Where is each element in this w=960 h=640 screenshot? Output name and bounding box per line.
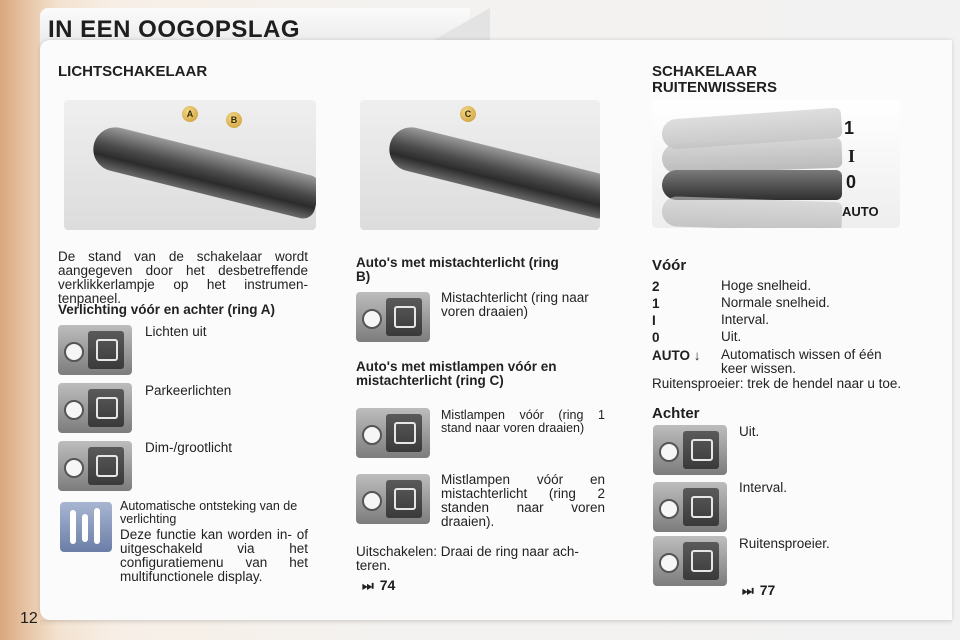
ring-a-badge: A [182,106,198,122]
auto-lighting-text: Deze functie kan worden in- of uitgeschakeld via het configuratiemenu van het multifunctionele display. [120,527,308,584]
front-fog-thumb [356,408,430,458]
ring-c-title: Auto's met mistlampen vóór en mistachterlicht (ring C) [356,359,557,388]
light-stalk [385,123,600,221]
automatic-lighting-icon [60,502,112,552]
wiper-switch-title [652,64,777,96]
fog-off-text: Uitschakelen: Draai de ring naar ach-teren. [356,544,579,573]
auto-lighting-title: Automatische ontsteking van de verlichting [120,499,298,526]
front-text-1: Normale snelheid. [721,295,830,310]
dipped-main-beam-label: Dim-/grootlicht [145,440,233,455]
fast-forward-icon: ⏭ [362,578,374,593]
reference-page-77[interactable]: ⏭ 77 [742,582,776,598]
ring-a-title: Verlichting vóór en achter (ring A) [58,302,276,317]
reference-page-74[interactable]: ⏭ 74 [362,577,396,593]
page-title: IN EEN OOGOPSLAG [48,16,301,43]
rear-washer-label: Ruitensproeier. [739,536,830,551]
front-text-2: Hoge snelheid. [721,278,812,293]
wiper-stalk-photo [652,100,900,228]
front-fog-label: Mistlampen vóór (ring 1 stand naar voren draaien) [441,408,605,435]
front-rear-fog-thumb [356,474,430,524]
parking-lights-thumb [58,383,132,433]
dipped-main-beam-thumb [58,441,132,491]
wiper-title-line1: SCHAKELAAR [652,63,757,80]
ring-b-title: Auto's met mistachterlicht (ring B) [356,255,559,284]
front-key-0: 0 [652,330,660,345]
wiper-position-1: 1 [844,118,855,138]
ring-b-badge: B [226,112,242,128]
rear-wiper-off-thumb [653,425,727,475]
rear-fog-thumb [356,292,430,342]
front-key-auto: AUTO ↓ [652,348,701,363]
front-rear-fog-label: Mistlampen vóór en mistachterlicht (ring 2 standen naar voren draaien). [441,472,605,529]
front-key-1: 1 [652,296,660,311]
ring-c-badge: C [460,106,476,122]
arrow-down-icon: ↓ [693,348,701,363]
front-key-interval: I [652,313,656,328]
light-switch-title: LICHTSCHAKELAAR [58,63,208,80]
wiper-position-interval: I [848,146,856,166]
rear-washer-thumb [653,536,727,586]
fast-forward-icon: ⏭ [742,583,754,598]
light-stalk-photo-c [360,100,600,230]
wiper-title-line2: RUITENWISSERS [652,79,778,96]
lights-off-thumb [58,325,132,375]
panel-bottom-shadow [40,620,952,626]
light-switch-intro: De stand van de schakelaar wordt aangegeven door het desbetreffende verklikkerlampje op het instrumen-tenpaneel. [58,249,308,306]
front-text-auto: Automatisch wissen of één keer wissen. [721,347,882,376]
rear-wiper-interval-label: Interval. [739,480,788,495]
rear-fog-label: Mistachterlicht (ring naar voren draaien) [441,290,589,319]
light-stalk-photo-ab [64,100,316,230]
front-text-0: Uit. [721,329,742,344]
light-stalk [89,123,316,221]
front-key-2: 2 [652,279,660,294]
wiper-position-0: 0 [846,172,857,192]
front-text-interval: Interval. [721,312,770,327]
lights-off-label: Lichten uit [145,324,207,339]
washer-text: Ruitensproeier: trek de hendel naar u toe. [652,376,902,391]
rear-wiper-off-label: Uit. [739,424,760,439]
parking-lights-label: Parkeerlichten [145,383,232,398]
rear-wipers-title: Achter [652,405,700,422]
rear-wiper-interval-thumb [653,482,727,532]
page-number: 12 [20,610,38,627]
front-wipers-title: Vóór [652,257,687,274]
wiper-position-auto: AUTO [842,204,879,219]
